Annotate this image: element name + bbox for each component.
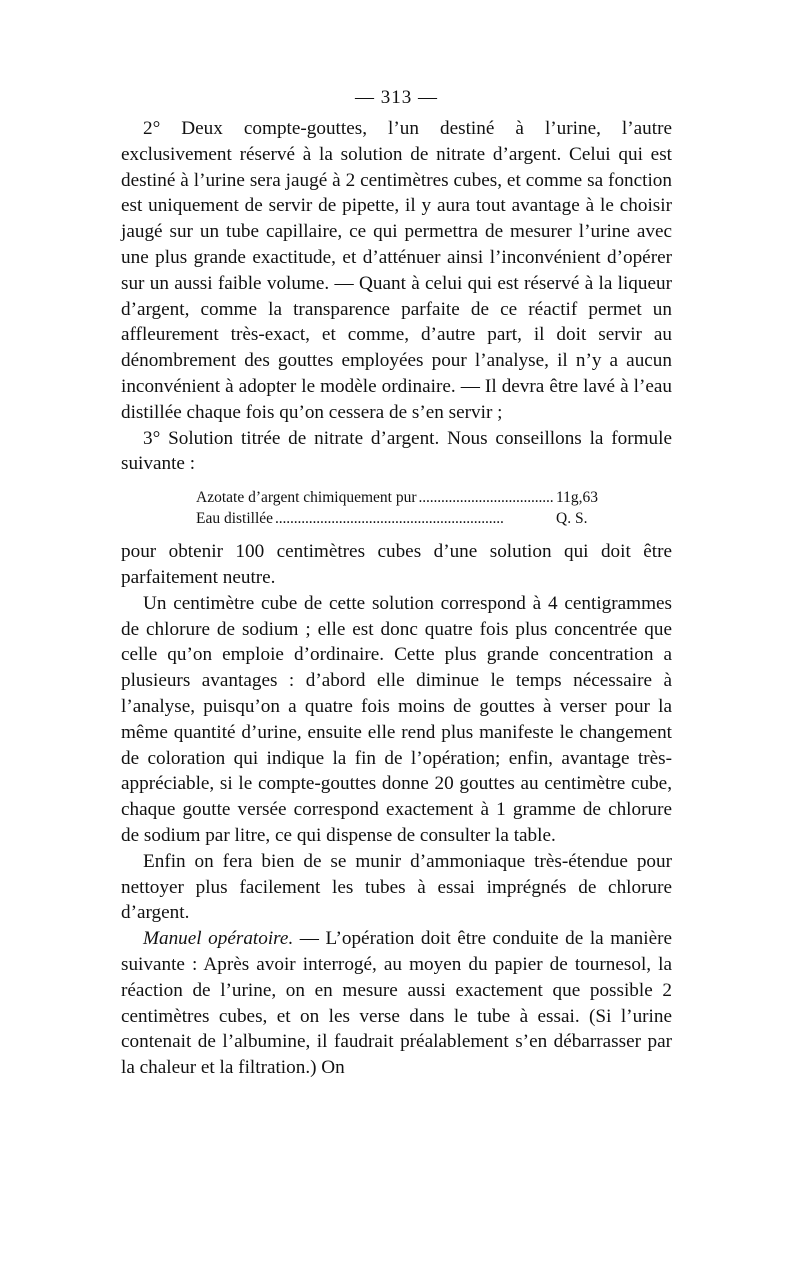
paragraph-ammoniaque: Enfin on fera bien de se munir d’ammoniaque très-étendue pour nettoyer plus facilement les tubes à essai imprégnés de chlorure d’argent. [121,850,672,924]
paragraph-centimetre-cube: Un centimètre cube de cette solution correspond à 4 centigrammes de chlorure de sodium ; elle est donc quatre fois plus concentrée que celle qu’on emploie d’ordinaire. Cette plus grande concentration a plusieurs avantages : d’abord elle diminue le temps nécessaire à l’analyse, puisqu’on a quatre fois moins de gouttes à verser pour la même quantité d’urine, ensuite elle rend plus manifeste le changement de coloration qui indique la fin de l’opération; enfin, avantage très-appréciable, si le compte-gouttes donne 20 gouttes au centimètre cube, chaque goutte versée correspond exactement à 1 gramme de chlorure de sodium par litre, ce qui dispense de consulter la table. [121,592,672,846]
paragraph-text: — L’opération doit être conduite de la manière suivante : Après avoir interrogé, au moyen du papier de tournesol, la réaction de l’urine, on en mesure aussi exactement que possible 2 centimètres cubes, et on les verse dans le tube à essai. (Si l’urine contenait de l’albumine, il faudrait préalablement s’en débarrasser par la chaleur et la filtration.) On [121,928,672,1079]
paragraph-manuel-operatoire [121,926,672,1081]
dot-leader [419,487,554,508]
formula-row [196,508,600,529]
formula-ingredient: Azotate d’argent chimiquement pur [196,489,417,507]
formula-table [196,487,600,529]
formula-quantity: Q. S. [556,510,588,528]
formula-ingredient: Eau distillée [196,510,274,528]
formula-row [196,487,600,508]
formula-quantity: 11g,63 [556,489,599,507]
paragraph-neutre: pour obtenir 100 centimètres cubes d’une solution qui doit être parfaitement neutre. [121,541,672,588]
paragraph-compte-gouttes: 2° Deux compte-gouttes, l’un destiné à l’urine, l’autre exclusivement réservé à la solution de nitrate d’argent. Celui qui est destiné à l’urine sera jaugé à 2 centimètres cubes, et comme sa fonction est uniquement de servir de pipette, il y aura tout avantage à le choisir jaugé sur un tube capillaire, ce qui permettra de mesurer l’urine avec une plus grande exactitude, et d’atténuer ainsi l’inconvénient d’opérer sur un aussi faible volume. — Quant à celui qui est réservé à la liqueur d’argent, comme la transparence parfaite de ce réactif permet un affleurement très-exact, et comme, d’autre part, il doit servir au dénombrement des gouttes employées pour l’analyse, il n’y a aucun inconvénient à adopter le modèle ordinaire. — Il devra être lavé à l’eau distillée chaque fois qu’on cessera de s’en servir ; [121,118,672,423]
document-page [121,86,672,1081]
page-number: — 313 — [355,87,438,108]
dot-leader [275,508,554,529]
section-heading-italic: Manuel opératoire. [143,928,294,950]
paragraph-solution-titree: 3° Solution titrée de nitrate d’argent. Nous conseillons la formule suivante : [121,427,672,475]
